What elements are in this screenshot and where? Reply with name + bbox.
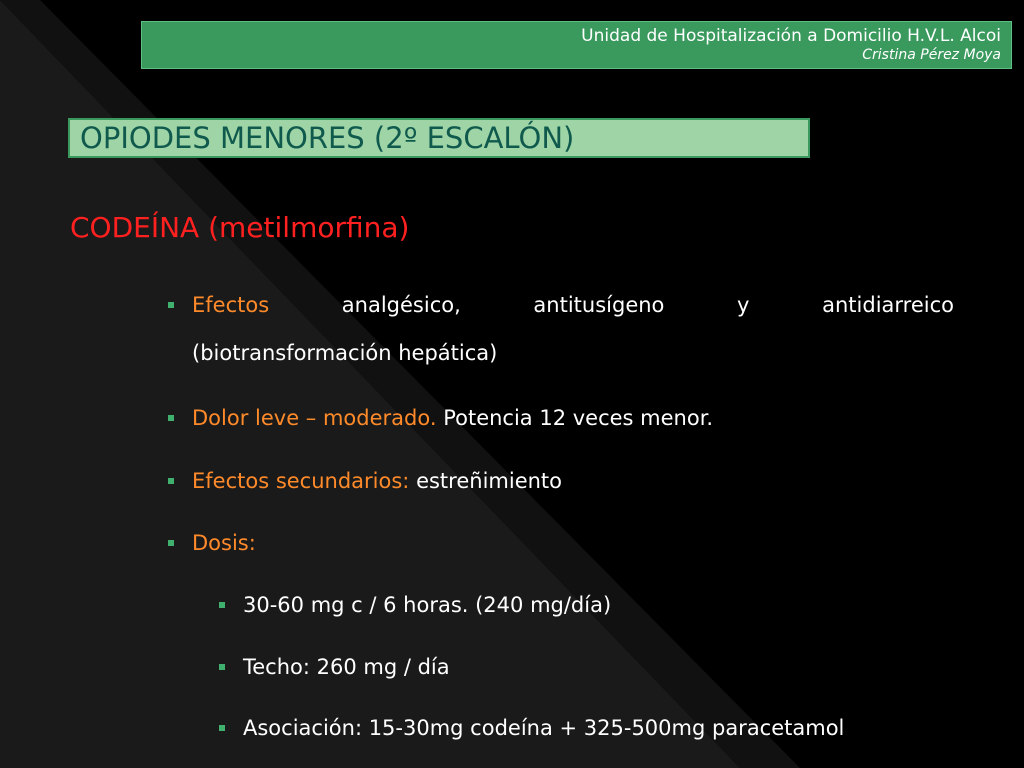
bullet-word: y [737, 293, 750, 317]
bullet-word: analgésico, [341, 293, 461, 317]
bullet-text: estreñimiento [409, 469, 562, 493]
bullet-secundarios [192, 466, 562, 496]
bullet-text: Potencia 12 veces menor. [436, 406, 714, 430]
bullet-word: antidiarreico [822, 293, 954, 317]
header-institution: Unidad de Hospitalización a Domicilio H.V.L. Alcoi [581, 26, 1001, 46]
slide-subtitle: CODEÍNA (metilmorfina) [70, 211, 410, 244]
bullet-mark [168, 302, 174, 308]
header-banner [141, 21, 1012, 69]
bullet-continuation: (biotransformación hepática) [192, 341, 498, 365]
bullet-label: Efectos secundarios: [192, 469, 410, 493]
subbullet-text: Asociación: 15-30mg codeína + 325-500mg paracetamol [243, 716, 845, 740]
subbullet-dose [243, 590, 611, 620]
bullet-mark [219, 725, 225, 731]
subbullet-ceiling [243, 652, 450, 682]
subbullet-association [243, 713, 844, 743]
bullet-label: Efectos [192, 293, 270, 317]
header-author: Cristina Pérez Moya [862, 47, 1001, 63]
bullet-mark [219, 602, 225, 608]
bullet-mark [168, 540, 174, 546]
slide-title: OPIODES MENORES (2º ESCALÓN) [68, 118, 810, 158]
bullet-word: antitusígeno [533, 293, 665, 317]
bullet-label: Dolor leve – moderado. [192, 406, 437, 430]
subbullet-text: 30-60 mg c / 6 horas. (240 mg/día) [243, 593, 612, 617]
subbullet-text: Techo: 260 mg / día [243, 655, 450, 679]
bullet-mark [168, 415, 174, 421]
bullet-mark [168, 478, 174, 484]
bullet-dosis [192, 528, 256, 558]
bullet-label: Dosis: [192, 531, 256, 555]
bullet-dolor [192, 403, 713, 433]
bullet-efectos [192, 290, 954, 368]
bullet-mark [219, 664, 225, 670]
